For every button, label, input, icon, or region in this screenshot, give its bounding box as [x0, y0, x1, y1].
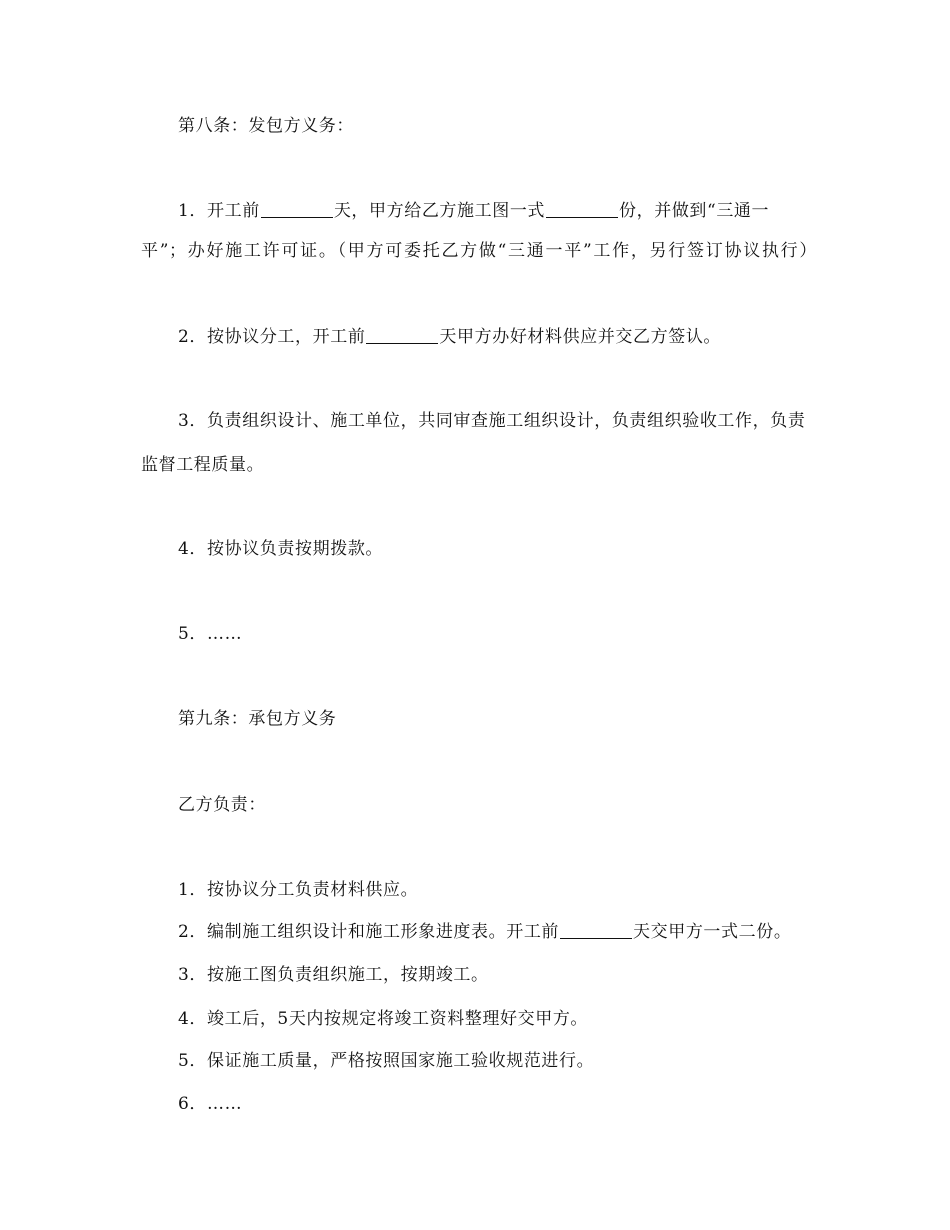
item-text: 天，甲方给乙方施工图一式 [333, 201, 546, 221]
item-text: 天交甲方一式二份。 [633, 922, 792, 942]
article-9-item-3: 3．按施工图负责组织施工，按期竣工。 [178, 965, 489, 985]
article-9-item-4: 4．竣工后，5天内按规定将竣工资料整理好交甲方。 [178, 1009, 589, 1029]
fill-blank[interactable] [366, 327, 438, 344]
article-8-item-1 [178, 201, 854, 221]
article-9-item-2 [178, 922, 854, 942]
item-text: 份，并做到“三通一 [619, 201, 770, 221]
item-text: 天甲方办好材料供应并交乙方签认。 [439, 327, 722, 347]
article-8-heading: 第八条：发包方义务： [178, 116, 354, 136]
article-8-item-3: 3．负责组织设计、施工单位，共同审查施工组织设计，负责组织验收工作，负责 [178, 411, 806, 431]
item-text: 1．开工前 [178, 201, 260, 221]
article-9-item-6: 6．…… [178, 1094, 243, 1114]
fill-blank[interactable] [560, 922, 632, 939]
article-9-intro: 乙方负责： [178, 795, 266, 815]
item-text: 2．按协议分工，开工前 [178, 327, 366, 347]
article-8-item-2 [178, 327, 854, 347]
fill-blank[interactable] [546, 201, 618, 218]
article-9-item-5: 5．保证施工质量，严格按照国家施工验收规范进行。 [178, 1051, 595, 1071]
article-8-item-3-continued: 监督工程质量。 [141, 455, 265, 475]
article-9-heading: 第九条：承包方义务 [178, 709, 337, 729]
item-text: 2．编制施工组织设计和施工形象进度表。开工前 [178, 922, 560, 942]
article-8-item-4: 4．按协议负责按期拨款。 [178, 539, 384, 559]
article-8-item-5: 5．…… [178, 624, 243, 644]
fill-blank[interactable] [261, 201, 333, 218]
article-8-item-1-continued: 平”；办好施工许可证。（甲方可委托乙方做“三通一平”工作，另行签订协议执行） [141, 241, 817, 261]
article-9-item-1: 1．按协议分工负责材料供应。 [178, 880, 419, 900]
